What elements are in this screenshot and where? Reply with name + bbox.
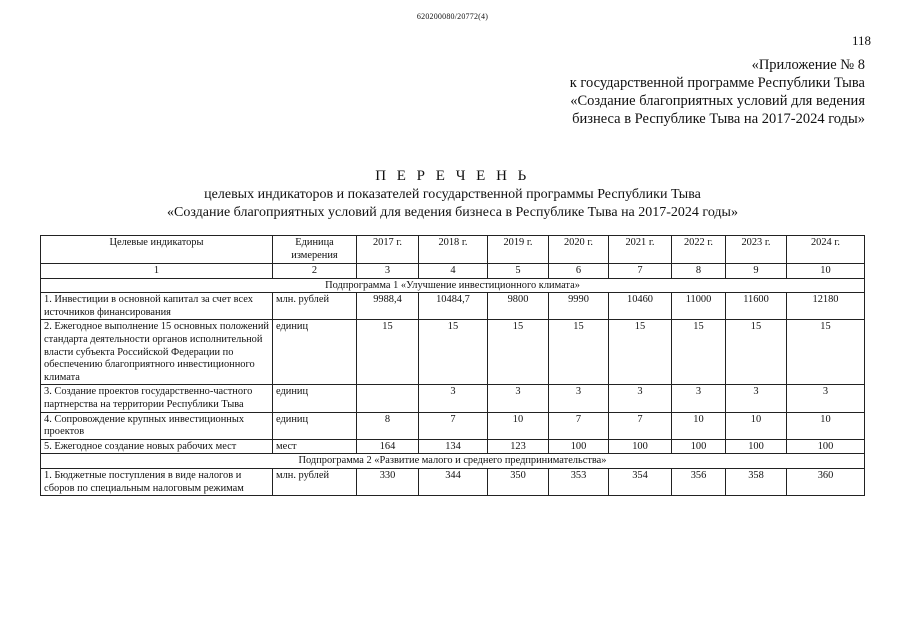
value-cell: 3 <box>488 385 549 412</box>
value-cell: 330 <box>357 468 419 495</box>
value-cell: 11000 <box>672 293 726 320</box>
value-cell: 100 <box>609 439 672 454</box>
value-cell: 353 <box>549 468 609 495</box>
header-year: 2020 г. <box>549 236 609 264</box>
value-cell: 358 <box>726 468 787 495</box>
subprogram-row <box>41 278 865 293</box>
column-number: 3 <box>357 264 419 279</box>
value-cell: 11600 <box>726 293 787 320</box>
indicator-cell: 1. Инвестиции в основной капитал за счет всех источников финансирования <box>41 293 273 320</box>
value-cell: 100 <box>787 439 865 454</box>
value-cell: 100 <box>549 439 609 454</box>
subprogram-row <box>41 454 865 469</box>
unit-cell: единиц <box>273 320 357 385</box>
indicator-cell: 5. Ежегодное создание новых рабочих мест <box>41 439 273 454</box>
table-row <box>41 439 865 454</box>
value-cell: 100 <box>726 439 787 454</box>
value-cell: 12180 <box>787 293 865 320</box>
document-subtitle <box>0 186 905 222</box>
value-cell: 8 <box>357 412 419 439</box>
column-number: 2 <box>273 264 357 279</box>
indicator-cell: 2. Ежегодное выполнение 15 основных положений стандарта деятельности органов исполнительной власти субъекта Российской Федерации по обеспечению благоприятного инвестиционного климата <box>41 320 273 385</box>
appendix-line: «Создание благоприятных условий для ведения <box>570 93 865 109</box>
table-header-row <box>41 236 865 264</box>
document-title: П Е Р Е Ч Е Н Ь <box>375 168 530 184</box>
value-cell: 10 <box>672 412 726 439</box>
value-cell: 15 <box>549 320 609 385</box>
value-cell: 134 <box>419 439 488 454</box>
indicators-table <box>40 235 865 496</box>
appendix-line: «Приложение № 8 <box>751 57 865 73</box>
value-cell: 164 <box>357 439 419 454</box>
header-year: 2018 г. <box>419 236 488 264</box>
column-number: 4 <box>419 264 488 279</box>
value-cell: 344 <box>419 468 488 495</box>
header-indicator: Целевые индикаторы <box>41 236 273 264</box>
value-cell: 360 <box>787 468 865 495</box>
value-cell: 10 <box>787 412 865 439</box>
document-id: 620200080/20772(4) <box>416 12 489 21</box>
column-number: 7 <box>609 264 672 279</box>
header-unit: Единица измерения <box>273 236 357 264</box>
subprogram-title: Подпрограмма 1 «Улучшение инвестиционного климата» <box>41 278 865 293</box>
column-number: 9 <box>726 264 787 279</box>
column-number: 6 <box>549 264 609 279</box>
column-number: 10 <box>787 264 865 279</box>
appendix-note <box>520 56 865 128</box>
table-row <box>41 293 865 320</box>
indicator-cell: 4. Сопровождение крупных инвестиционных проектов <box>41 412 273 439</box>
value-cell: 9800 <box>488 293 549 320</box>
value-cell: 350 <box>488 468 549 495</box>
value-cell: 100 <box>672 439 726 454</box>
header-year: 2017 г. <box>357 236 419 264</box>
unit-cell: единиц <box>273 412 357 439</box>
appendix-line: к государственной программе Республики Тыва <box>569 75 865 91</box>
value-cell: 3 <box>787 385 865 412</box>
value-cell: 10460 <box>609 293 672 320</box>
table-row <box>41 385 865 412</box>
value-cell <box>357 385 419 412</box>
value-cell: 3 <box>726 385 787 412</box>
value-cell: 15 <box>609 320 672 385</box>
table-row <box>41 412 865 439</box>
indicator-cell: 1. Бюджетные поступления в виде налогов и сборов по специальным налоговым режимам <box>41 468 273 495</box>
header-year: 2024 г. <box>787 236 865 264</box>
value-cell: 7 <box>549 412 609 439</box>
value-cell: 3 <box>419 385 488 412</box>
value-cell: 10 <box>726 412 787 439</box>
value-cell: 354 <box>609 468 672 495</box>
value-cell: 15 <box>787 320 865 385</box>
table-body <box>41 264 865 496</box>
header-year: 2022 г. <box>672 236 726 264</box>
header-year: 2023 г. <box>726 236 787 264</box>
value-cell: 123 <box>488 439 549 454</box>
subprogram-title: Подпрограмма 2 «Развитие малого и среднего предпринимательства» <box>41 454 865 469</box>
value-cell: 3 <box>609 385 672 412</box>
appendix-line: бизнеса в Республике Тыва на 2017-2024 годы» <box>572 111 865 127</box>
value-cell: 15 <box>488 320 549 385</box>
unit-cell: млн. рублей <box>273 293 357 320</box>
column-number: 5 <box>488 264 549 279</box>
value-cell: 9988,4 <box>357 293 419 320</box>
value-cell: 7 <box>419 412 488 439</box>
subtitle-line: «Создание благоприятных условий для ведения бизнеса в Республике Тыва на 2017-2024 годы» <box>167 205 738 220</box>
indicator-cell: 3. Создание проектов государственно-частного партнерства на территории Республики Тыва <box>41 385 273 412</box>
value-cell: 15 <box>357 320 419 385</box>
value-cell: 7 <box>609 412 672 439</box>
unit-cell: единиц <box>273 385 357 412</box>
header-year: 2019 г. <box>488 236 549 264</box>
unit-cell: мест <box>273 439 357 454</box>
value-cell: 15 <box>419 320 488 385</box>
column-number: 1 <box>41 264 273 279</box>
unit-cell: млн. рублей <box>273 468 357 495</box>
value-cell: 10 <box>488 412 549 439</box>
page-number: 118 <box>852 33 872 48</box>
column-number-row <box>41 264 865 279</box>
table-row <box>41 468 865 495</box>
value-cell: 15 <box>726 320 787 385</box>
header-year: 2021 г. <box>609 236 672 264</box>
value-cell: 10484,7 <box>419 293 488 320</box>
column-number: 8 <box>672 264 726 279</box>
value-cell: 3 <box>672 385 726 412</box>
value-cell: 9990 <box>549 293 609 320</box>
value-cell: 356 <box>672 468 726 495</box>
subtitle-line: целевых индикаторов и показателей государственной программы Республики Тыва <box>204 187 701 202</box>
value-cell: 3 <box>549 385 609 412</box>
table-row <box>41 320 865 385</box>
value-cell: 15 <box>672 320 726 385</box>
